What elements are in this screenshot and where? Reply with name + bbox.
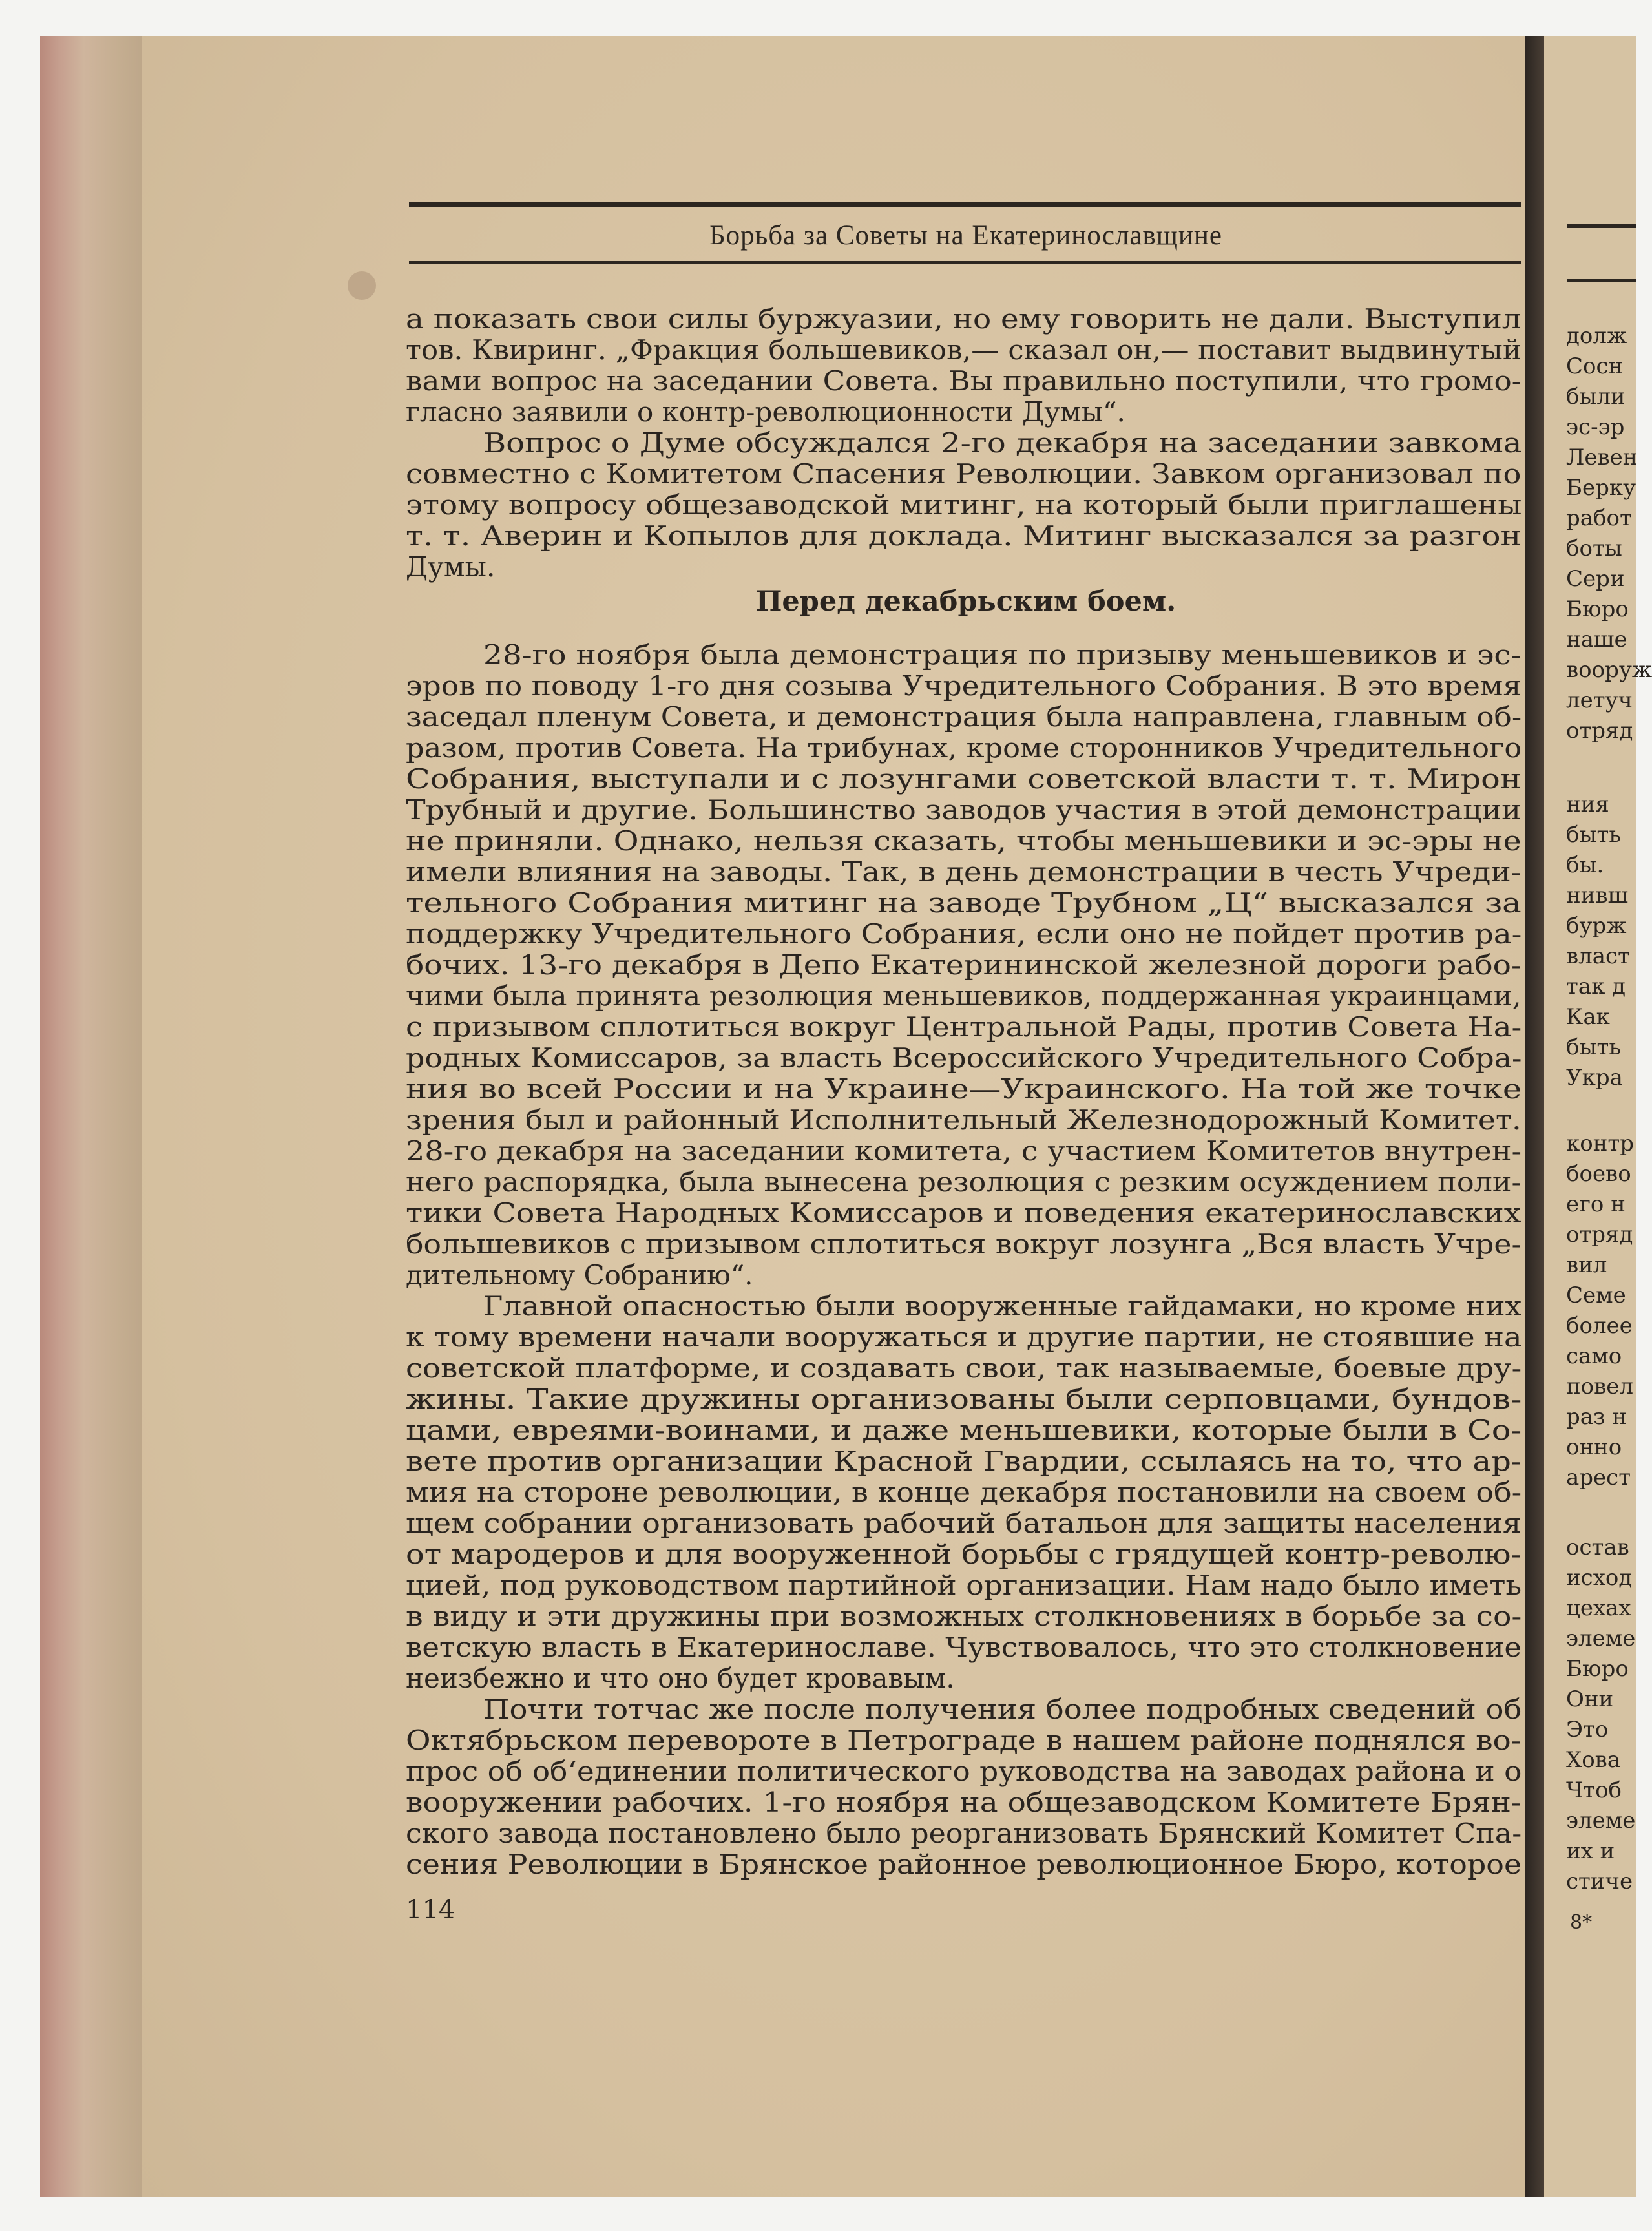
text-line: Вопрос о Думе обсуждался 2-го декабря на заседании завкома [483,427,1522,459]
facing-text-fragment: летуч [1566,687,1633,713]
text-line: в виду и эти дружины при возможных столкновениях в борьбе за со- [406,1600,1522,1632]
facing-text-fragment: элеме [1566,1808,1636,1834]
facing-header-rule-top [1567,224,1636,228]
text-line: вами вопрос на заседании Совета. Вы правильно поступили, что громо- [406,365,1521,397]
facing-text-fragment: Сери [1566,566,1625,592]
text-line: щем собрании организовать рабочий батальон для защиты населения [406,1507,1522,1539]
binding-hole [348,271,376,300]
facing-text-fragment: бы. [1566,852,1604,878]
text-line: Октябрьском перевороте в Петрограде в нашем районе поднялся во- [406,1724,1521,1756]
text-line: т. т. Аверин и Копылов для доклада. Митинг высказался за разгон [406,520,1521,552]
text-line: с призывом сплотиться вокруг Центральной Рады, против Совета На- [406,1011,1522,1043]
text-line: Почти тотчас же после получения более подробных сведений об [483,1693,1522,1725]
page-gutter [1525,36,1544,2197]
text-line: тельного Собрания митинг на заводе Трубном „Ц“ высказался за [406,887,1521,919]
text-line: советской платформе, и создавать свои, так называемые, боевые дру- [406,1352,1522,1384]
text-line: него распорядка, была вынесена резолюция с резким осуждением поли- [406,1166,1521,1198]
text-line: мия на стороне революции, в конце декабря постановили на своем об- [406,1476,1522,1508]
running-title: Борьба за Советы на Екатеринославщине [709,220,1223,251]
text-line: эров по поводу 1-го дня созыва Учредительного Собрания. В это время [406,670,1522,702]
text-line: от мародеров и для вооруженной борьбы с грядущей контр-револю- [406,1538,1521,1570]
facing-text-fragment: долж [1566,323,1627,349]
text-line: этому вопросу общезаводской митинг, на который были приглашены [406,489,1522,521]
facing-text-fragment: Это [1566,1717,1609,1743]
facing-text-fragment: работ [1566,505,1632,531]
text-line: разом, против Совета. На трибунах, кроме сторонников Учредительного [406,732,1522,764]
facing-text-fragment: Семе [1566,1283,1626,1308]
text-line: зрения был и районный Исполнительный Железнодорожный Комитет. [406,1104,1521,1136]
text-line: дительному Собранию“. [406,1259,753,1291]
text-line: прос об об‘единении политического руководства на заводах района и о [406,1755,1522,1787]
facing-text-fragment: Берку [1566,475,1636,501]
facing-text-fragment: стиче [1566,1869,1633,1894]
header-rule-bottom [409,261,1521,264]
text-line: бочих. 13-го декабря в Депо Екатерининской железной дороги рабо- [406,949,1521,981]
facing-text-fragment: онно [1566,1434,1622,1460]
text-line: к тому времени начали вооружаться и другие партии, не стоявшие на [406,1321,1522,1353]
facing-text-fragment: вооруж [1566,657,1652,683]
facing-text-fragment: контр [1566,1131,1634,1157]
text-line: тов. Квиринг. „Фракция большевиков,— сказал он,— поставит выдвинутый [406,334,1521,366]
book-edge [40,36,150,2197]
facing-text-fragment: Чтоб [1566,1777,1622,1803]
facing-text-fragment: Левен [1566,445,1638,470]
facing-text-fragment: элеме [1566,1626,1636,1651]
facing-text-fragment: нивш [1566,883,1629,908]
text-line: заседал пленум Совета, и демонстрация была направлена, главным об- [406,701,1522,733]
facing-text-fragment: боево [1566,1161,1631,1187]
facing-text-fragment: были [1566,384,1626,410]
facing-text-fragment: его н [1566,1191,1626,1217]
facing-text-fragment: цехах [1566,1595,1631,1621]
facing-text-fragment: Бюро [1566,596,1629,622]
facing-text-fragment: Укра [1566,1065,1623,1091]
facing-text-fragment: исход [1566,1565,1633,1591]
text-line: ского завода постановлено было реорганизовать Брянский Комитет Спа- [406,1817,1522,1849]
facing-text-fragment: быть [1566,1034,1621,1060]
text-line: Главной опасностью были вооруженные гайдамаки, но кроме них [483,1290,1522,1322]
text-line: тики Совета Народных Комиссаров и поведения екатеринославских [406,1197,1521,1229]
facing-text-fragment: остав [1566,1534,1629,1560]
facing-text-fragment: так д [1566,974,1626,1000]
text-line: вете против организации Красной Гвардии, ссылаясь на то, что ар- [406,1445,1522,1477]
facing-text-fragment: вил [1566,1252,1607,1278]
text-line: а показать свои силы буржуазии, но ему говорить не дали. Выступил [406,303,1521,335]
facing-text-fragment: боты [1566,536,1622,561]
text-line: жины. Такие дружины организованы были серповцами, бундов- [406,1383,1522,1415]
text-line: неизбежно и что оно будет кровавым. [406,1662,955,1694]
page-number: 114 [406,1895,455,1925]
facing-text-fragment: более [1566,1313,1633,1339]
facing-text-fragment: арест [1566,1465,1631,1491]
text-line: цией, под руководством партийной организации. Нам надо было иметь [406,1569,1522,1601]
facing-text-fragment: раз н [1566,1404,1627,1430]
header-rule-top [409,202,1521,207]
facing-text-fragment: само [1566,1343,1622,1369]
facing-text-fragment: отряд [1566,1222,1633,1248]
text-line: Собрания, выступали и с лозунгами советской власти т. т. Мирон [406,763,1521,795]
text-line: вооружении рабочих. 1-го ноября на общезаводском Комитете Брян- [406,1786,1521,1818]
facing-text-fragment: Сосн [1566,353,1624,379]
facing-text-fragment: Они [1566,1686,1614,1712]
facing-text-fragment: ния [1566,791,1609,817]
text-line: совместно с Комитетом Спасения Революции. Завком организовал по [406,458,1521,490]
facing-text-fragment: отряд [1566,718,1633,744]
facing-text-fragment: наше [1566,627,1627,653]
text-line: поддержку Учредительного Собрания, если оно не пойдет против ра- [406,918,1522,950]
text-line: цами, евреями-воинами, и даже меньшевики, которые были в Со- [406,1414,1522,1446]
text-line: чими была принята резолюция меньшевиков, поддержанная украинцами, [406,980,1521,1012]
text-line: большевиков с призывом сплотиться вокруг лозунга „Вся власть Учре- [406,1228,1521,1260]
facing-text-fragment: Бюро [1566,1656,1629,1682]
facing-text-fragment: Как [1566,1004,1610,1030]
text-line: имели влияния на заводы. Так, в день демонстрации в честь Учреди- [406,856,1521,888]
text-line: Думы. [406,551,496,583]
text-line: гласно заявили о контр-революционности Думы“. [406,396,1125,428]
text-line: не приняли. Однако, нельзя сказать, чтобы меньшевики и эс-эры не [406,825,1521,857]
facing-text-fragment: их и [1566,1838,1615,1864]
facing-text-fragment: повел [1566,1374,1633,1399]
text-line: сения Революции в Брянское районное революционное Бюро, которое [406,1849,1522,1880]
text-line: 28-го ноября была демонстрация по призыву меньшевиков и эс- [483,639,1521,671]
facing-text-fragment: Хова [1566,1747,1621,1773]
facing-text-fragment: быть [1566,822,1621,848]
section-heading: Перед декабрьским боем. [755,585,1176,618]
text-line: Трубный и другие. Большинство заводов участия в этой демонстрации [406,794,1521,826]
facing-header-rule-bottom [1567,279,1636,282]
facing-text-fragment: бурж [1566,913,1627,939]
facing-text-fragment: власт [1566,943,1630,969]
facing-text-fragment: эс-эр [1566,414,1625,440]
text-line: ния во всей России и на Украине—Украинского. На той же точке [406,1073,1522,1105]
text-line: родных Комиссаров, за власть Всероссийского Учредительного Собра- [406,1042,1522,1074]
text-line: 28-го декабря на заседании комитета, с участием Комитетов внутрен- [406,1135,1522,1167]
text-line: ветскую власть в Екатеринославе. Чувствовалось, что это столкновение [406,1631,1522,1663]
facing-page-signature: 8* [1570,1911,1593,1934]
